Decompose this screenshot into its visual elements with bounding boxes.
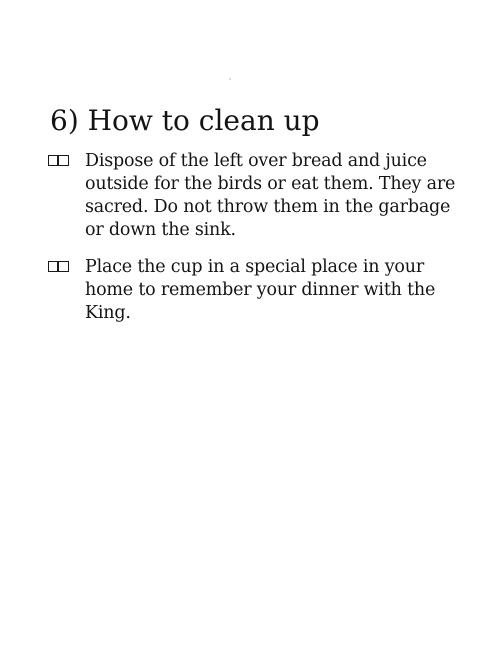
checklist-item-text: Dispose of the left over bread and juice outside for the birds or eat them. They are sacred. Do not throw them in the garbage or down the sink. bbox=[85, 151, 456, 240]
checklist-item bbox=[48, 150, 468, 242]
checkbox-icon bbox=[48, 261, 69, 272]
checklist-item bbox=[48, 256, 468, 325]
scan-speck bbox=[229, 78, 231, 80]
checklist-item-text: Place the cup in a special place in your home to remember your dinner with the King. bbox=[85, 257, 436, 323]
checkbox-icon bbox=[48, 155, 69, 166]
section-title: 6) How to clean up bbox=[50, 104, 320, 137]
